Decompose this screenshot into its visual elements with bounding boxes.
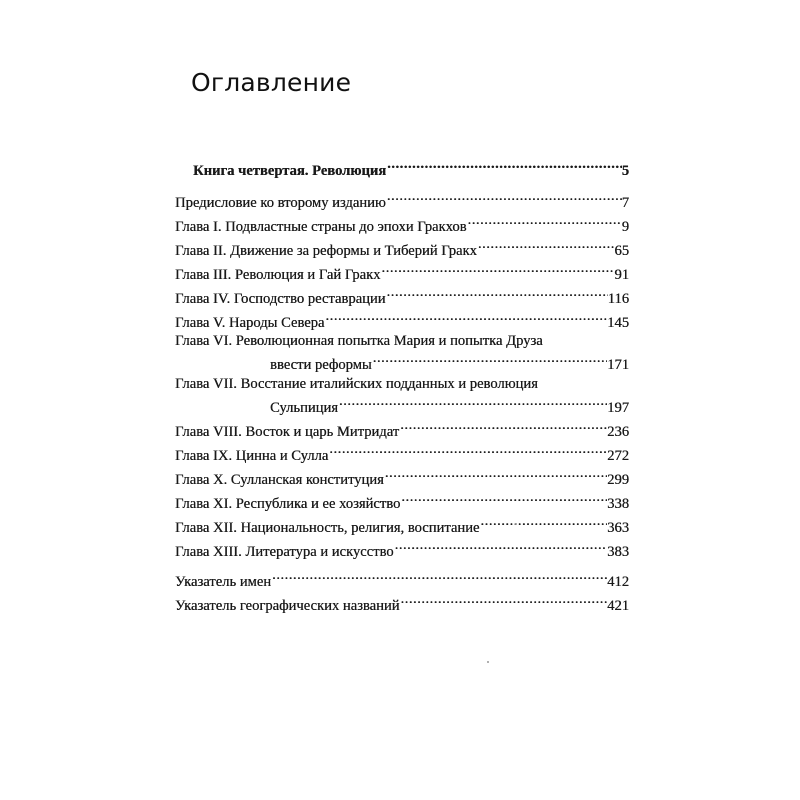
dot-leader [400,489,607,508]
toc-index-entry [175,567,629,591]
toc-entry [175,351,629,375]
toc-entry [175,537,629,561]
toc-page: 171 [607,357,629,373]
dot-leader [399,591,607,610]
toc-entry [175,188,629,212]
toc-label: Глава VIII. Восток и царь Митридат [175,423,400,440]
dot-leader [394,537,608,556]
toc-label: Глава I. Подвластные страны до эпохи Гракхов [175,218,467,235]
dot-leader [380,260,614,279]
dot-leader [477,236,615,255]
toc-label: Глава XI. Республика и ее хозяйство [175,495,401,512]
toc-page: 197 [607,399,629,416]
toc-page: 7 [621,194,629,211]
scan-speck [487,661,489,663]
toc-entry [175,393,629,417]
toc-label: Глава V. Народы Севера [175,314,325,331]
toc-entry [175,489,629,513]
toc-label: Предисловие ко второму изданию [175,194,386,211]
toc-entry [175,260,629,284]
dot-leader [328,441,607,460]
toc-page: 299 [607,471,629,488]
toc-entry [175,236,629,260]
toc-page: 9 [621,218,629,235]
dot-leader [324,308,607,327]
toc-page: 5 [621,162,629,179]
toc-entry [175,441,629,465]
toc-label: Глава XIII. Литература и искусство [175,543,394,560]
toc-page: 363 [607,519,629,536]
dot-leader [399,417,607,436]
toc-page: 412 [607,573,629,590]
toc-page: 236 [607,423,629,440]
toc-entry [175,308,629,332]
toc-entry [175,212,629,236]
toc-page: 145 [607,314,629,331]
toc-label: Глава X. Сулланская конституция [175,471,384,488]
dot-leader [467,212,622,231]
toc-page: 116 [607,290,629,307]
toc-page: 421 [607,597,629,614]
dot-leader [479,513,607,532]
toc-page: 65 [614,242,629,259]
dot-leader [386,188,622,207]
dot-leader [338,393,607,412]
toc-label: Глава II. Движение за реформы и Тиберий Гракх [175,242,477,259]
toc-entry [175,284,629,308]
toc-label: Указатель географических названий [175,597,400,614]
dot-leader [271,567,607,586]
toc-entry [175,417,629,441]
dot-leader [386,156,622,175]
toc-label: Глава IX. Цинна и Сулла [175,447,329,464]
scan-speck [515,523,517,525]
toc-page: 338 [607,495,629,512]
toc-entry [175,513,629,537]
toc-label-continued: ввести реформы [270,357,372,373]
toc-page: 383 [607,543,629,560]
toc-label: Глава VI. Революционная попытка Мария и попытка Друза [175,333,543,349]
toc-label: Книга четвертая. Революция [193,162,387,179]
toc-book-heading [175,156,629,180]
toc-label: Глава VII. Восстание италийских подданных и революция [175,375,538,392]
toc-label: Глава IV. Господство реставрации [175,290,386,307]
page-title: Оглавление [191,68,352,97]
toc-label: Глава III. Революция и Гай Гракх [175,266,381,283]
toc-entry [175,465,629,489]
toc-label: Указатель имен [175,573,272,590]
toc-label-continued: Сульпиция [270,399,338,416]
table-of-contents [175,156,629,615]
toc-page: 272 [607,447,629,464]
dot-leader [372,351,607,370]
toc-label: Глава XII. Национальность, религия, воспитание [175,519,480,536]
dot-leader [384,465,607,484]
toc-index-entry [175,591,629,615]
dot-leader [385,284,607,303]
toc-page: 91 [614,266,629,283]
